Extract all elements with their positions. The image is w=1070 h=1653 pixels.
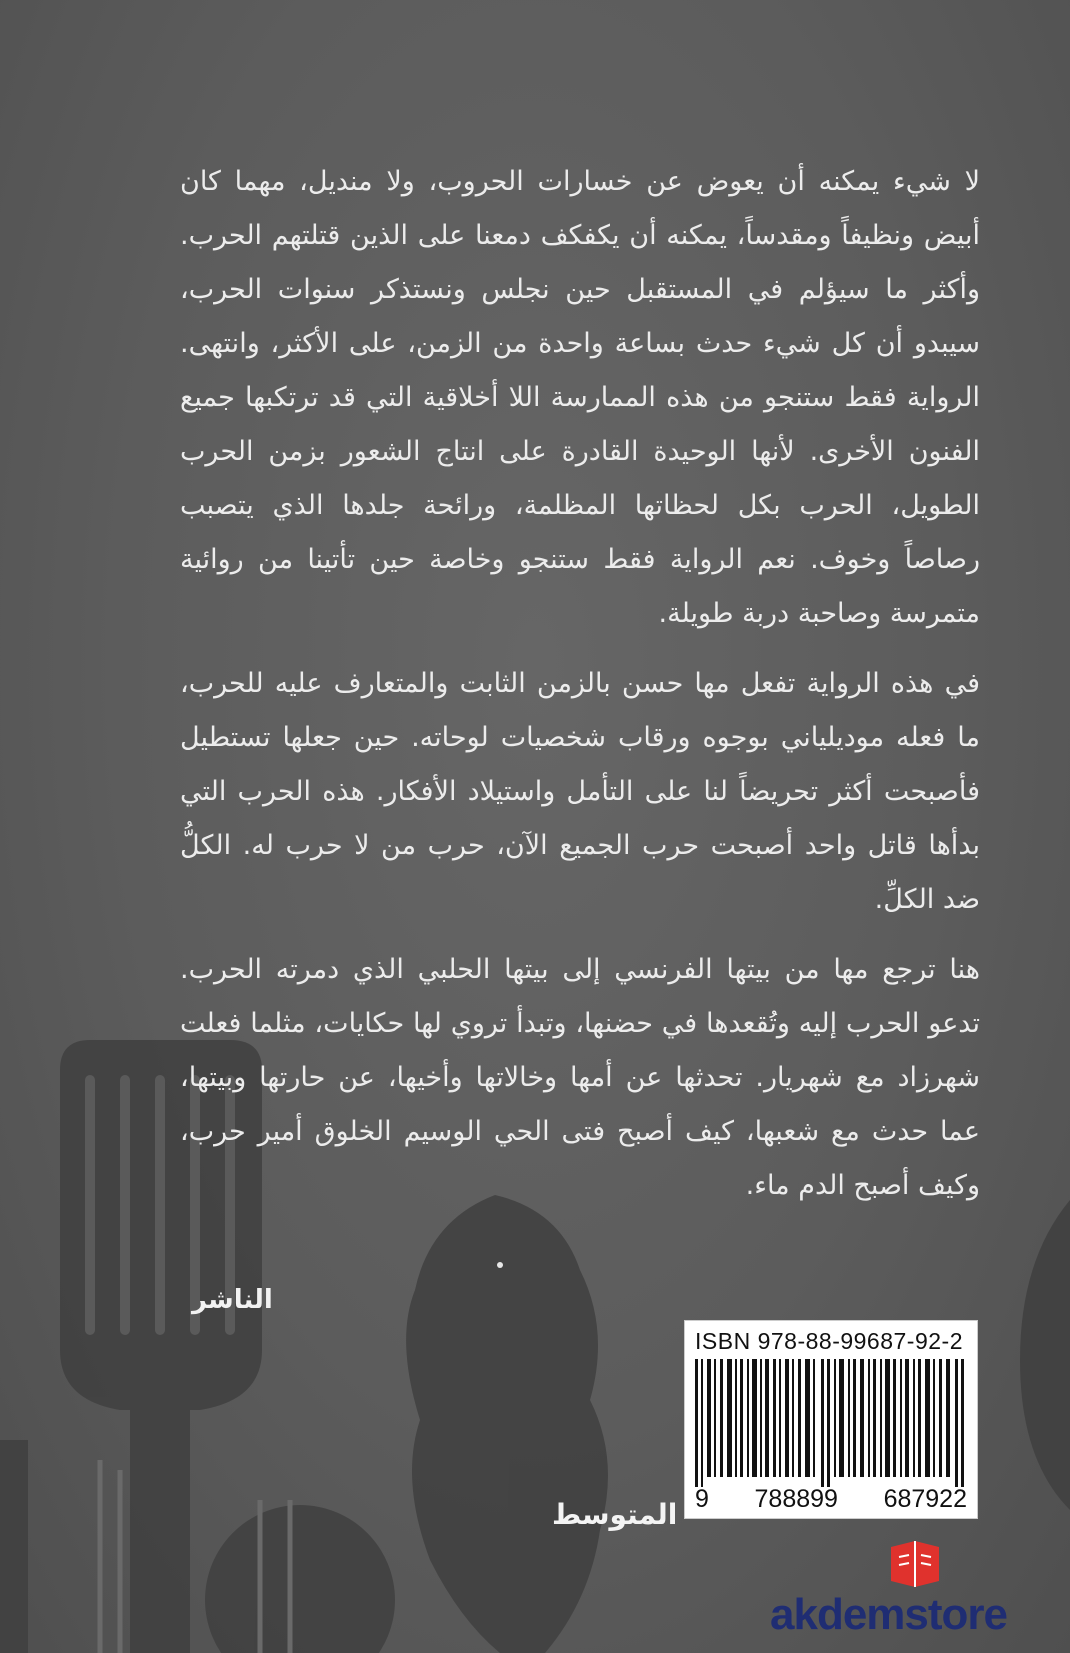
blurb-paragraph-2: في هذه الرواية تفعل مها حسن بالزمن الثابت والمتعارف عليه للحرب، ما فعله موديلياني بوجوه ورقاب شخصيات لوحاته. حين جعلها تستطيل فأصبحت أكثر تحريضاً لنا على التأمل واستيلاد الأفكار. هذه الحرب التي بدأها قاتل واحد أصبحت حرب الجميع الآن، حرب من لا حرب له. الكلُّ ضد الكلِّ. — [180, 668, 980, 915]
blurb-paragraph-1: لا شيء يمكنه أن يعوض عن خسارات الحروب، ولا منديل، مهما كان أبيض ونظيفاً ومقدساً، يمكنه أن يكفكف دمعنا على الذين قتلتهم الحرب. وأكثر ما سيؤلم في المستقبل حين نجلس ونستذكر سنوات الحرب، سيبدو أن كل شيء حدث بساعة واحدة من الزمن، على الأكثر، وانتهى. الرواية فقط ستنجو من هذه الممارسة اللا أخلاقية التي قد ترتكبها جميع الفنون الأخرى. لأنها الوحيدة القادرة على انتاج الشعور بزمن الحرب الطويل، الحرب بكل لحظاتها المظلمة، ورائحة جلدها الذي يتصبب رصاصاً وخوف. نعم الرواية فقط ستنجو وخاصة حين تأتينا من روائية متمرسة وصاحبة دربة طويلة. — [180, 166, 980, 629]
blurb-paragraph-3: هنا ترجع مها من بيتها الفرنسي إلى بيتها الحلبي الذي دمرته الحرب. تدعو الحرب إليه وتُقعدها في حضنها، وتبدأ تروي لها حكايات، مثلما فعلت شهرزاد مع شهريار. تحدثها عن أمها وخالاتها وأخيها، عن حارتها وبيتها، عما حدث مع شعبها، كيف أصبح فتى الحي الوسيم الخلوق أمير حرب، وكيف أصبح الدم ماء. — [180, 954, 980, 1201]
barcode-digits-second-group: 687922 — [883, 1485, 967, 1513]
isbn-number: ISBN 978-88-99687-92-2 — [695, 1328, 963, 1354]
barcode-digits-first-group: 788899 — [754, 1485, 838, 1513]
store-logo-watermark: akdemstore — [770, 1590, 1008, 1639]
book-cart-icon — [885, 1537, 945, 1589]
back-cover-blurb — [180, 155, 980, 1229]
publisher-logo: المتوسط — [552, 1498, 678, 1531]
barcode-digits — [695, 1485, 967, 1514]
publisher-label: الناشر — [192, 1285, 273, 1315]
barcode-bars — [693, 1359, 969, 1487]
isbn-barcode — [684, 1320, 978, 1519]
barcode-digit-prefix: 9 — [695, 1485, 709, 1513]
